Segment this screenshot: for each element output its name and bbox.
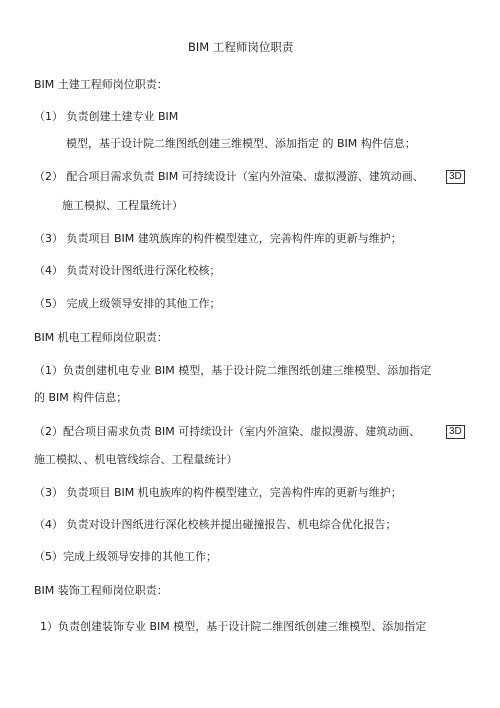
civil-item-1: （1） 负责创建土建专业 BIM xyxy=(34,110,179,123)
mep-item-1-cont: 的 BIM 构件信息； xyxy=(34,391,128,404)
civil-item-2-cont: 施工模拟、工程量统计） xyxy=(62,199,183,212)
section-heading-mep: BIM 机电工程师岗位职责： xyxy=(34,331,168,344)
section-heading-decoration: BIM 装饰工程师岗位职责： xyxy=(34,584,168,597)
civil-item-3: （3） 负责项目 BIM 建筑族库的构件模型建立，完善构件库的更新与维护； xyxy=(34,232,402,245)
section-heading-civil: BIM 土建工程师岗位职责： xyxy=(34,78,168,91)
page-title: BIM 工程师岗位职责 xyxy=(188,40,294,54)
mep-item-1: （1）负责创建机电专业 BIM 模型，基于设计院二维图纸创建三维模型、添加指定 xyxy=(34,364,432,377)
civil-item-5: （5） 完成上级领导安排的其他工作； xyxy=(34,297,221,310)
mep-item-3: （3） 负责项目 BIM 机电族库的构件模型建立，完善构件库的更新与维护； xyxy=(34,486,402,499)
mep-item-5: （5）完成上级领导安排的其他工作； xyxy=(34,550,217,563)
civil-item-2: （2） 配合项目需求负责 BIM 可持续设计（室内外渲染、虚拟漫游、建筑动画、 xyxy=(34,170,424,183)
3d-label-box: 3D xyxy=(446,425,465,439)
mep-item-2-cont: 施工模拟、、机电管线综合、工程量统计） xyxy=(34,453,238,466)
decoration-item-1: 1）负责创建装饰专业 BIM 模型，基于设计院二维图纸创建三维模型、添加指定 xyxy=(40,620,427,633)
3d-label-box: 3D xyxy=(446,170,465,184)
mep-item-2: （2）配合项目需求负责 BIM 可持续设计（室内外渲染、虚拟漫游、建筑动画、 xyxy=(34,425,421,438)
mep-item-4: （4） 负责对设计图纸进行深化校核并提出碰撞报告、机电综合优化报告； xyxy=(34,518,397,531)
civil-item-4: （4） 负责对设计图纸进行深化校核； xyxy=(34,264,221,277)
civil-item-1-cont: 模型，基于设计院二维图纸创建三维模型、添加指定 的 BIM 构件信息； xyxy=(66,137,416,150)
